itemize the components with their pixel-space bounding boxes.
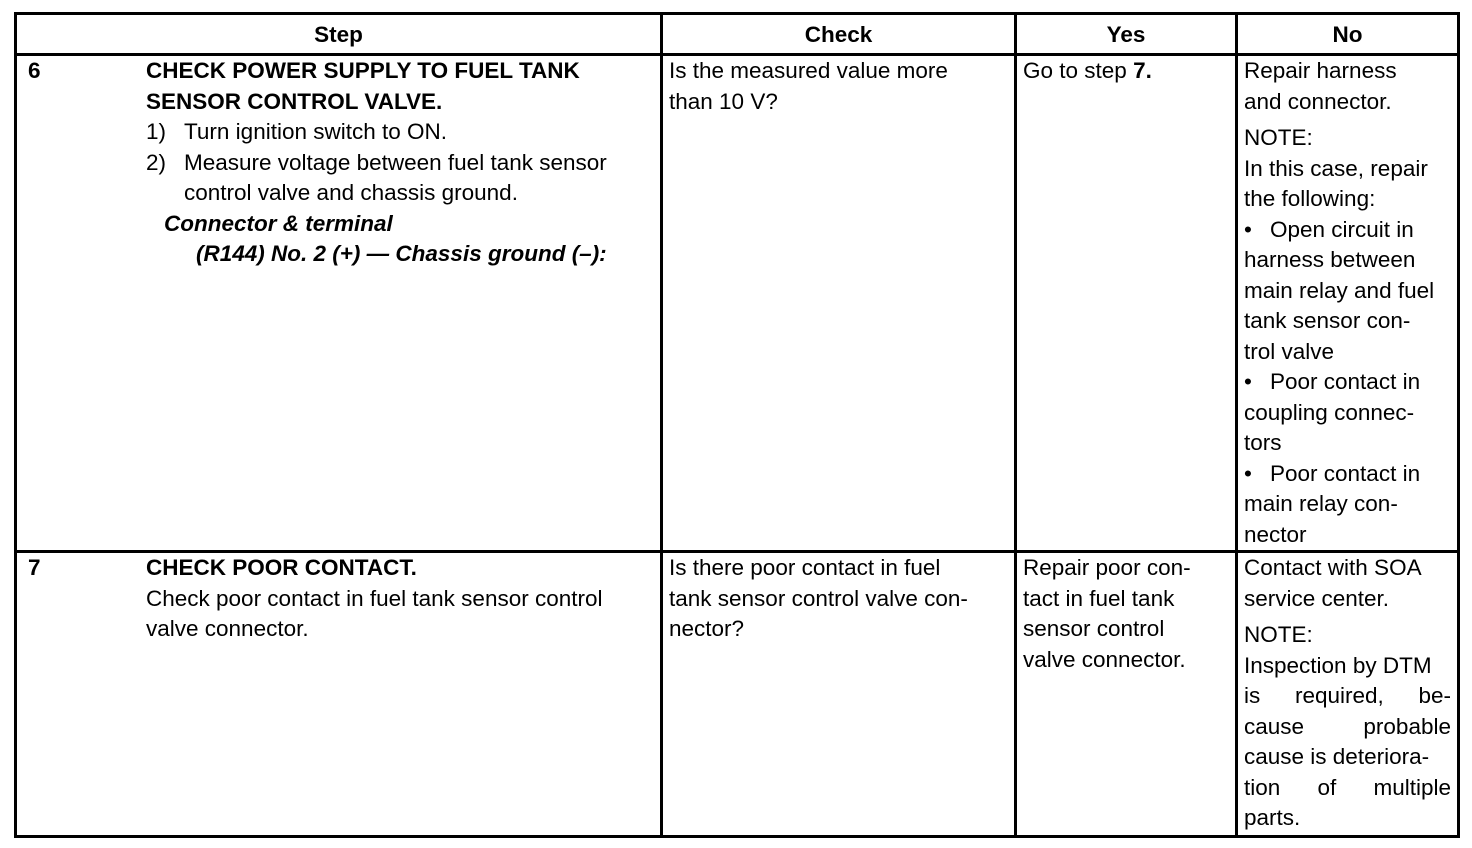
yes-text-cont: tact in fuel tank: [1023, 585, 1175, 611]
step-number: 7: [28, 555, 41, 580]
no-text: Repair harness: [1244, 58, 1397, 83]
table-header-row: [16, 14, 1459, 55]
bullet-text-cont: trol valve: [1244, 338, 1335, 364]
no-text-cont: and connector.: [1244, 88, 1392, 114]
note-label: NOTE:: [1244, 622, 1313, 647]
note-text-cont: tion of multiple: [1244, 774, 1451, 800]
table-row-step-7: [16, 552, 1459, 837]
connector-terminal-label: Connector & terminal: [164, 210, 393, 236]
step-cell-7: [16, 552, 662, 837]
bullet-icon: •: [1244, 369, 1252, 394]
step-number: 6: [28, 58, 41, 83]
substep-2: [146, 148, 646, 209]
note-text: Inspection by DTM: [1244, 652, 1432, 678]
check-text: Is there poor contact in fuel: [669, 555, 941, 580]
step-cell-6: [16, 55, 662, 552]
bullet-item: [1244, 215, 1451, 246]
bullet-text-cont: coupling connec-: [1244, 399, 1415, 425]
substep-1: [146, 117, 646, 148]
table-row-step-6: [16, 55, 1459, 552]
no-text: Contact with SOA: [1244, 555, 1422, 580]
yes-text-cont: valve connector.: [1023, 646, 1186, 672]
bullet-text-cont: main relay con-: [1244, 491, 1398, 516]
bullet-item: [1244, 459, 1451, 490]
bullet-text-cont: harness between: [1244, 247, 1416, 272]
bullet-text-cont: tors: [1244, 430, 1282, 455]
substep-number: 1): [146, 119, 167, 144]
header-yes: Yes: [1016, 14, 1237, 55]
substep-text-cont: control valve and chassis ground.: [184, 180, 518, 205]
yes-step-link[interactable]: 7.: [1133, 58, 1152, 83]
bullet-text-cont: main relay and fuel: [1244, 277, 1435, 303]
yes-text: Repair poor con-: [1023, 555, 1191, 580]
yes-text: Go to step: [1023, 58, 1134, 83]
step-title: CHECK POOR CONTACT.: [146, 555, 417, 580]
yes-cell-6: [1016, 55, 1237, 552]
diagnostic-procedure-table: [14, 12, 1460, 838]
no-cell-7: [1237, 552, 1459, 837]
header-check: Check: [662, 14, 1016, 55]
bullet-text-cont: tank sensor con-: [1244, 308, 1411, 333]
note-text-cont: cause probable: [1244, 713, 1451, 739]
check-text-cont: than 10 V?: [669, 88, 778, 114]
bullet-icon: •: [1244, 216, 1252, 242]
no-cell-6: [1237, 55, 1459, 552]
note-text-cont: the following:: [1244, 186, 1376, 211]
note-label: NOTE:: [1244, 125, 1313, 150]
yes-text-cont: sensor control: [1023, 616, 1165, 641]
note-text-cont: cause is deteriora-: [1244, 744, 1430, 769]
step-body-text-cont: valve connector.: [146, 616, 309, 641]
bullet-text-cont: nector: [1244, 521, 1307, 547]
bullet-text: Poor contact in: [1270, 369, 1421, 394]
no-text-cont: service center.: [1244, 585, 1390, 611]
note-text-cont: is required, be-: [1244, 683, 1451, 708]
bullet-text: Open circuit in: [1270, 216, 1414, 242]
step-title-cont: SENSOR CONTROL VALVE.: [146, 88, 443, 114]
substep-text: Turn ignition switch to ON.: [184, 119, 448, 144]
note-text-cont: parts.: [1244, 805, 1301, 830]
check-cell-7: [662, 552, 1016, 837]
substep-text: Measure voltage between fuel tank sensor: [184, 149, 607, 175]
yes-cell-7: [1016, 552, 1237, 837]
header-no: No: [1237, 14, 1459, 55]
connector-terminal-value: (R144) No. 2 (+) — Chassis ground (–):: [196, 241, 607, 266]
check-text-cont: nector?: [669, 616, 745, 641]
header-step: Step: [16, 14, 662, 55]
check-text: Is the measured value more: [669, 58, 948, 83]
step-title: CHECK POWER SUPPLY TO FUEL TANK: [146, 58, 580, 83]
check-text-cont: tank sensor control valve con-: [669, 585, 968, 611]
check-cell-6: [662, 55, 1016, 552]
bullet-icon: •: [1244, 460, 1252, 486]
step-body-text: Check poor contact in fuel tank sensor control: [146, 585, 603, 611]
bullet-item: [1244, 367, 1451, 398]
note-text: In this case, repair: [1244, 155, 1428, 181]
substep-number: 2): [146, 149, 167, 175]
bullet-text: Poor contact in: [1270, 460, 1421, 486]
